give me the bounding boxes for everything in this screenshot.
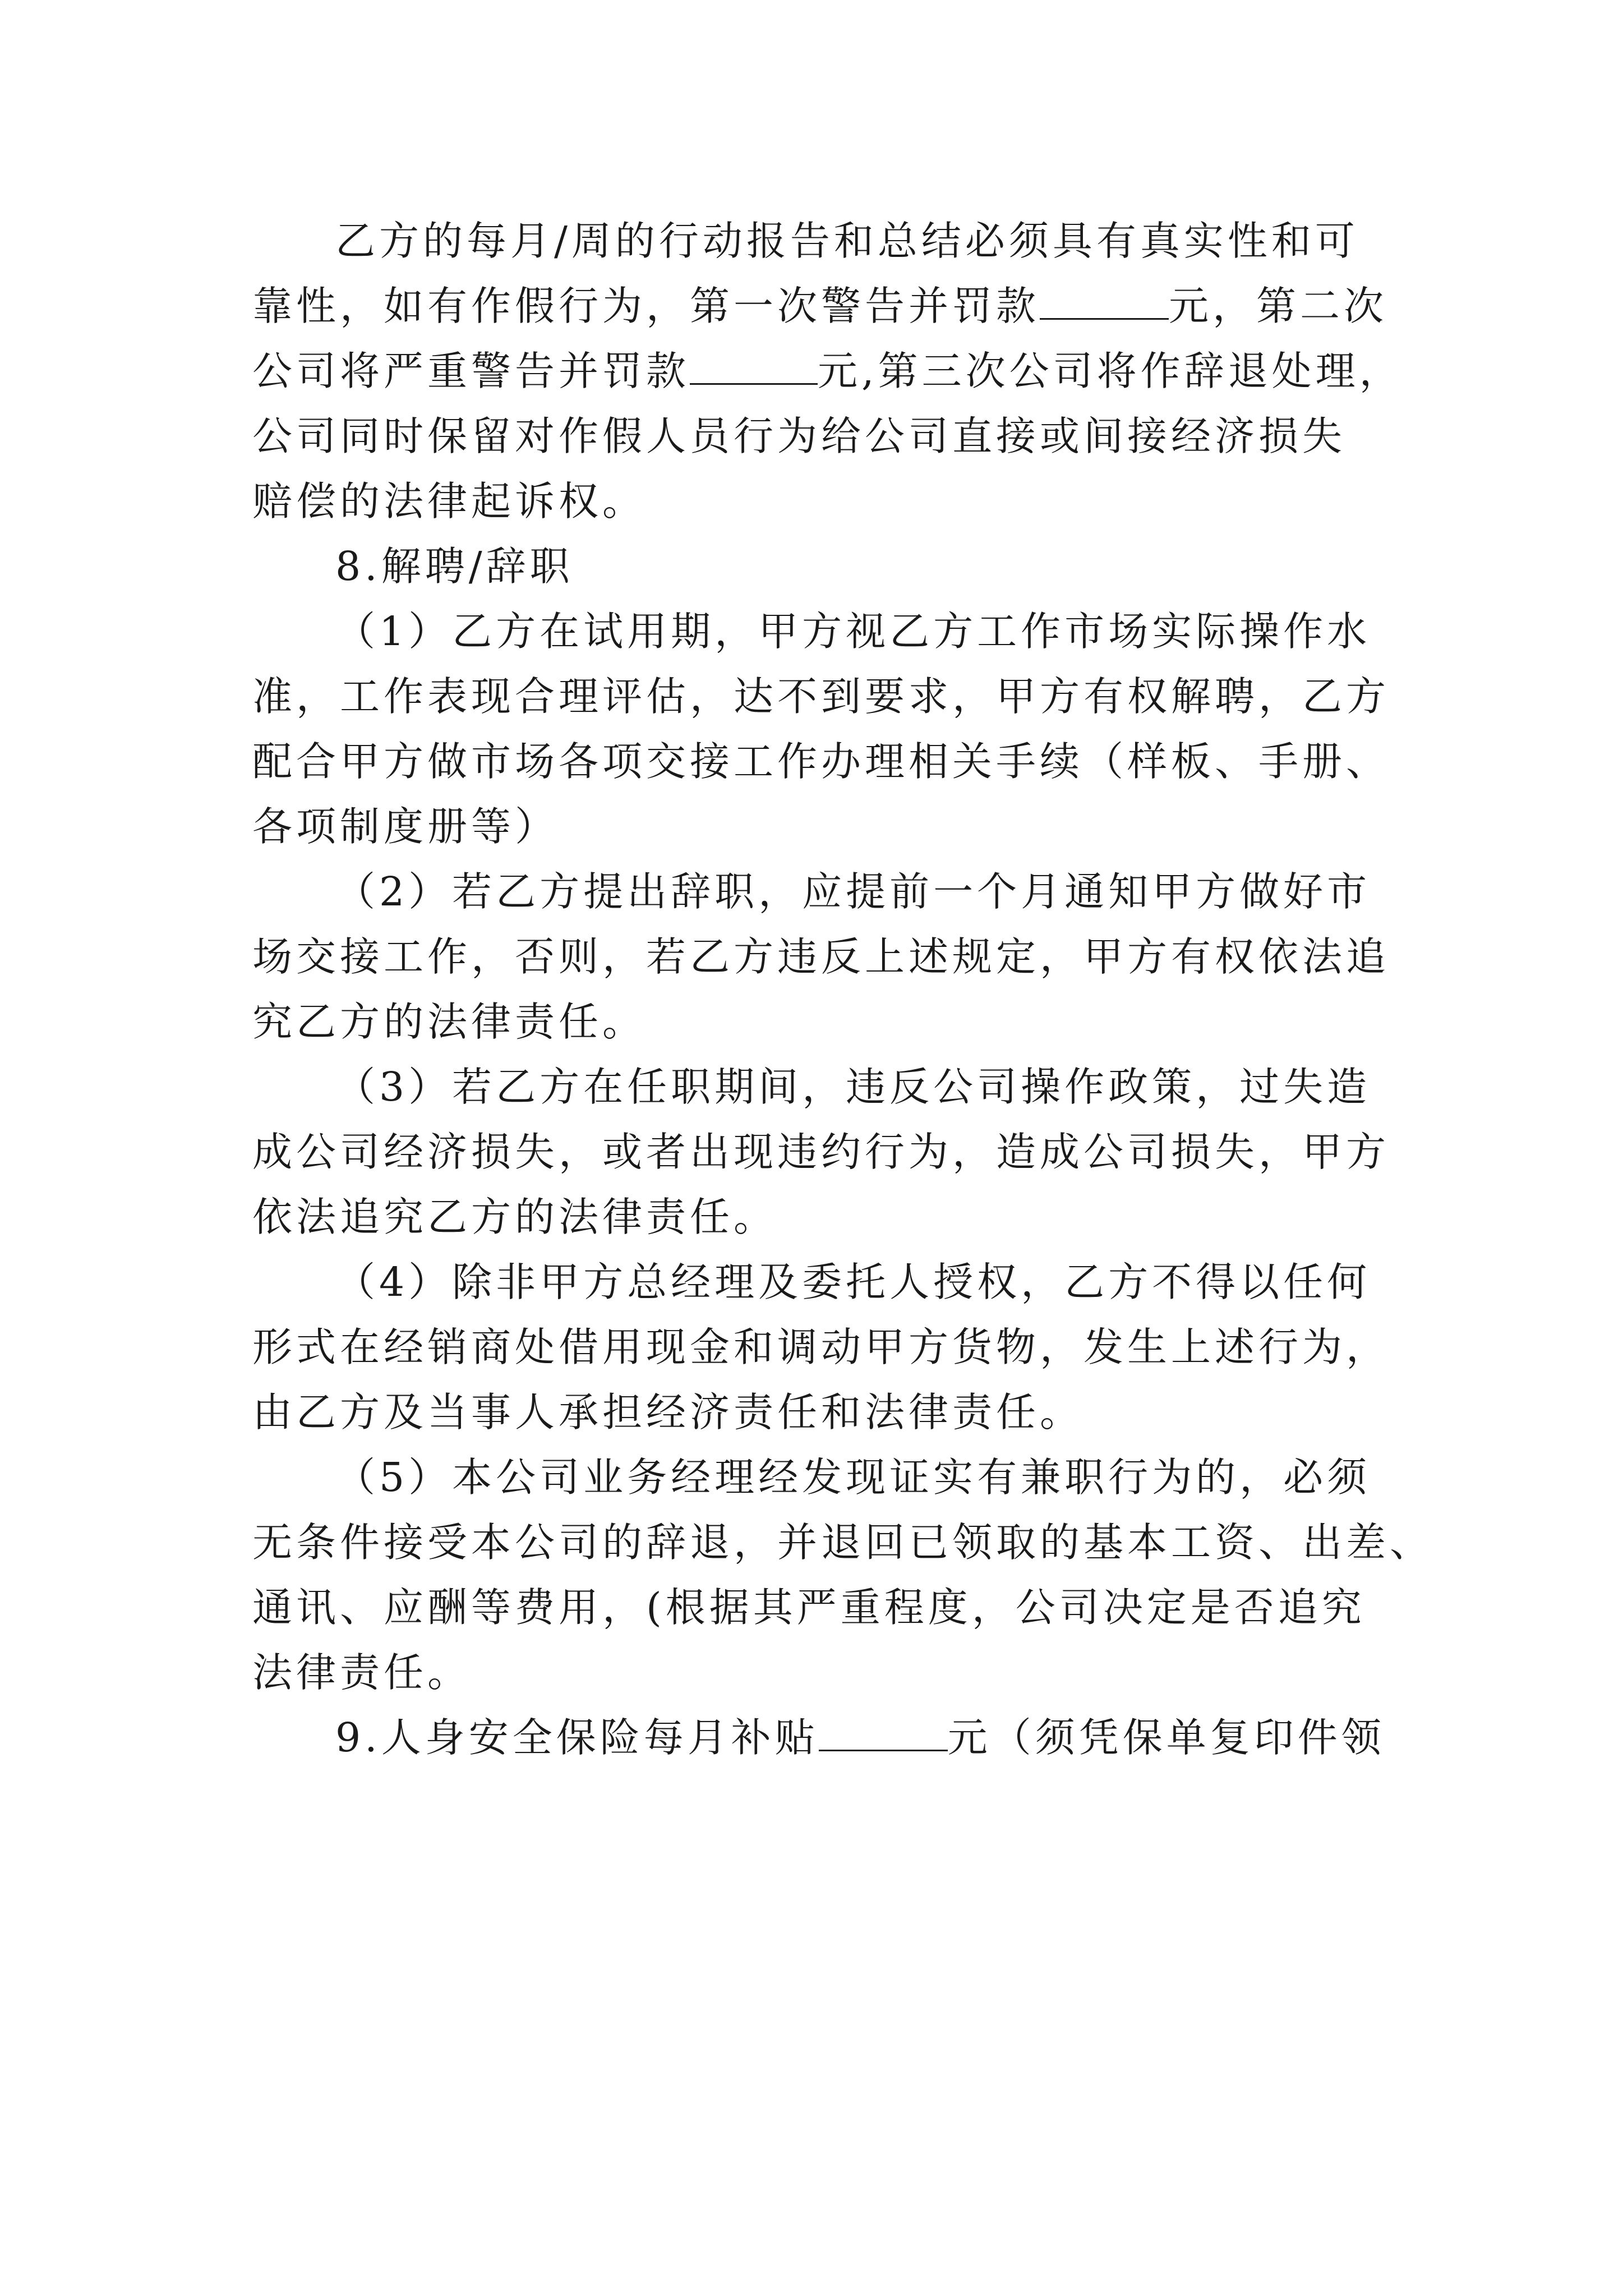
- text-segment: 元（须凭保单复印件领: [947, 1714, 1385, 1761]
- paragraph-line: （1）乙方在试用期，甲方视乙方工作市场实际操作水: [335, 608, 1371, 655]
- paragraph-line: [252, 1705, 1385, 1770]
- section-heading: 8.解聘/辞职: [335, 543, 574, 590]
- text-segment: 9.人身安全保险每月补贴: [335, 1714, 819, 1761]
- text-segment: 元,第三次公司将作辞退处理，: [818, 348, 1403, 394]
- paragraph-line: 成公司经济损失，或者出现违约行为，造成公司损失，甲方: [252, 1129, 1390, 1175]
- paragraph-line: 公司同时保留对作假人员行为给公司直接或间接经济损失: [252, 413, 1347, 459]
- paragraph-line: [252, 274, 1388, 339]
- paragraph-line: 乙方的每月/周的行动报告和总结必须具有真实性和可: [335, 218, 1359, 264]
- paragraph-line: 赔偿的法律起诉权。: [252, 478, 647, 524]
- paragraph-line: （4）除非甲方总经理及委托人授权，乙方不得以任何: [335, 1259, 1371, 1305]
- paragraph-line: 无条件接受本公司的辞退，并退回已领取的基本工资、出差、: [252, 1519, 1434, 1566]
- paragraph-line: 由乙方及当事人承担经济责任和法律责任。: [252, 1389, 1084, 1435]
- paragraph-line: 依法追究乙方的法律责任。: [252, 1194, 778, 1240]
- paragraph-line: 通讯、应酬等费用，(根据其严重程度，公司决定是否追究: [252, 1584, 1366, 1631]
- paragraph-line: 法律责任。: [252, 1649, 472, 1696]
- text-segment: 靠性，如有作假行为，第一次警告并罚款: [252, 283, 1040, 329]
- fill-in-blank: [1040, 279, 1169, 320]
- paragraph-line: 场交接工作，否则，若乙方违反上述规定，甲方有权依法追: [252, 933, 1390, 980]
- paragraph-line: 配合甲方做市场各项交接工作办理相关手续（样板、手册、: [252, 738, 1390, 785]
- paragraph-line: 究乙方的法律责任。: [252, 999, 647, 1045]
- fill-in-blank: [819, 1710, 948, 1751]
- paragraph-line: （3）若乙方在任职期间，违反公司操作政策，过失造: [335, 1064, 1371, 1110]
- paragraph-line: [252, 339, 1403, 404]
- document-body: [252, 209, 1434, 1770]
- fill-in-blank: [690, 344, 818, 385]
- paragraph-line: 各项制度册等）: [252, 803, 559, 850]
- paragraph-line: 准，工作表现合理评估，达不到要求，甲方有权解聘，乙方: [252, 673, 1390, 720]
- text-segment: 公司将严重警告并罚款: [252, 348, 690, 394]
- paragraph-line: （2）若乙方提出辞职，应提前一个月通知甲方做好市: [335, 868, 1371, 915]
- paragraph-line: 形式在经销商处借用现金和调动甲方货物，发生上述行为，: [252, 1324, 1390, 1370]
- text-segment: 元，第二次: [1169, 283, 1388, 329]
- paragraph-line: （5）本公司业务经理经发现证实有兼职行为的，必须: [335, 1454, 1371, 1501]
